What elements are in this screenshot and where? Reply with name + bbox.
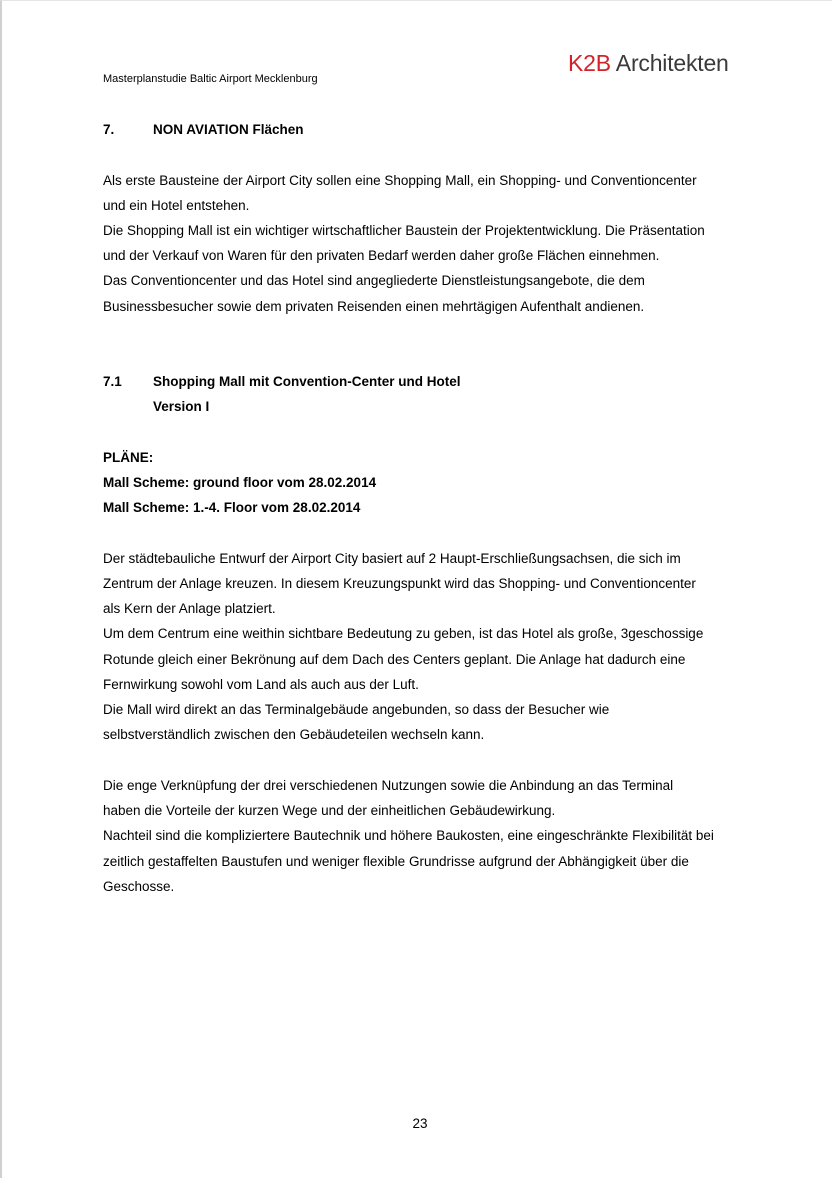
section-7-1-heading (103, 372, 743, 418)
section-7-heading (103, 120, 743, 140)
paragraph-line: Rotunde gleich einer Bekrönung auf dem Dach des Centers geplant. Die Anlage hat dadurch eine (103, 652, 686, 667)
paragraph-line: Businessbesucher sowie dem privaten Reisenden einen mehrtägigen Aufenthalt andienen. (103, 299, 645, 314)
paragraph-line: Die Shopping Mall ist ein wichtiger wirtschaftlicher Baustein der Projektentwicklung. Die Präsentation (103, 223, 705, 238)
k2b-architekten-logo (568, 48, 729, 78)
subsection-number: 7.1 (103, 374, 122, 389)
paragraph-line: Zentrum der Anlage kreuzen. In diesem Kreuzungspunkt wird das Shopping- und Conventioncenter (103, 576, 696, 591)
paragraph-line: selbstverständlich zwischen den Gebäudeteilen wechseln kann. (103, 727, 485, 742)
paragraph-line: haben die Vorteile der kurzen Wege und der einheitlichen Gebäudewirkung. (103, 803, 556, 818)
subsection-title: Shopping Mall mit Convention-Center und Hotel (153, 374, 461, 389)
page-number: 23 (412, 1116, 428, 1131)
paragraph-line: und ein Hotel entstehen. (103, 198, 250, 213)
paragraph-line: Als erste Bausteine der Airport City sollen eine Shopping Mall, ein Shopping- und Conventioncenter (103, 173, 697, 188)
plan-item: Mall Scheme: ground floor vom 28.02.2014 (103, 475, 377, 490)
paragraph-line: Geschosse. (103, 879, 175, 894)
paragraph-line: Die Mall wird direkt an das Terminalgebäude angebunden, so dass der Besucher wie (103, 702, 610, 717)
section-number: 7. (103, 122, 115, 137)
paragraph-line: Der städtebauliche Entwurf der Airport City basiert auf 2 Haupt-Erschließungsachsen, die sich im (103, 551, 681, 566)
paragraph-line: Nachteil sind die kompliziertere Bautechnik und höhere Baukosten, eine eingeschränkte Flexibilität bei (103, 828, 714, 843)
logo-name: Architekten (615, 50, 729, 76)
section-title: NON AVIATION Flächen (153, 122, 304, 137)
paragraph-line: Die enge Verknüpfung der drei verschiedenen Nutzungen sowie die Anbindung an das Terminal (103, 778, 674, 793)
logo-brand: K2B (568, 50, 611, 76)
document-title: Masterplanstudie Baltic Airport Mecklenburg (103, 73, 318, 85)
paragraph-line: und der Verkauf von Waren für den privaten Bedarf werden daher große Flächen einnehmen. (103, 248, 660, 263)
subsection-version: Version I (153, 399, 210, 414)
plans-label: PLÄNE: (103, 450, 154, 465)
paragraph-line: Um dem Centrum eine weithin sichtbare Bedeutung zu geben, ist das Hotel als große, 3geschossige (103, 626, 704, 641)
paragraph-line: als Kern der Anlage platziert. (103, 601, 276, 616)
paragraph-line: Das Conventioncenter und das Hotel sind angegliederte Dienstleistungsangebote, die dem (103, 273, 645, 288)
plan-item: Mall Scheme: 1.-4. Floor vom 28.02.2014 (103, 500, 361, 515)
paragraph-line: Fernwirkung sowohl vom Land als auch aus der Luft. (103, 677, 419, 692)
paragraph-line: zeitlich gestaffelten Baustufen und weniger flexible Grundrisse aufgrund der Abhängigkeit über die (103, 854, 689, 869)
